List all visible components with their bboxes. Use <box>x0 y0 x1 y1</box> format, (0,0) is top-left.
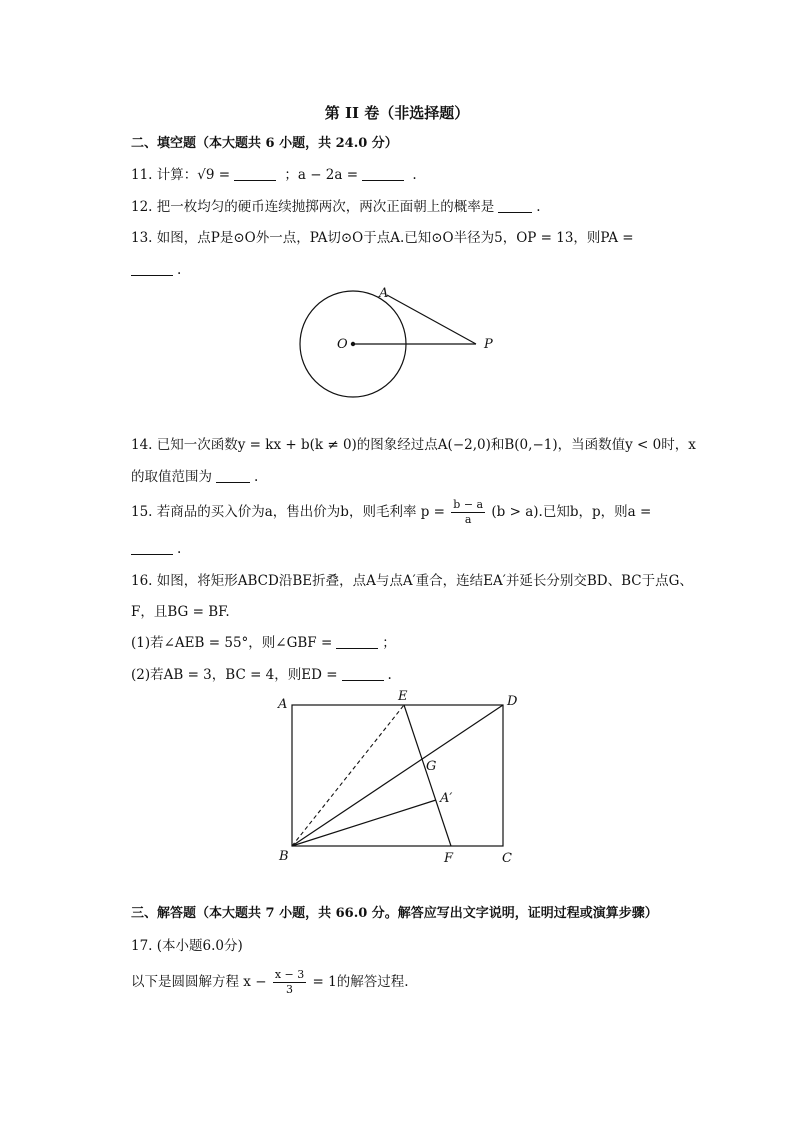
q11-prefix: 11. 计算：√9 = <box>131 167 231 183</box>
q11-mid: ；a − 2a = <box>284 167 359 183</box>
q11-end: . <box>412 167 417 183</box>
q15-blank[interactable] <box>131 542 173 555</box>
label-f: F <box>444 851 454 866</box>
q15-fraction <box>451 498 485 527</box>
question-16-part-1 <box>131 635 396 651</box>
label-a: A <box>379 286 389 301</box>
q15-end: . <box>177 541 182 557</box>
q16-sub1-end: ； <box>382 635 396 651</box>
q11-blank-2[interactable] <box>362 168 404 181</box>
q16-sub2-text: (2)若AB = 3，BC = 4，则ED = <box>131 667 338 683</box>
label-c: C <box>502 851 512 866</box>
question-16-line-2: F，且BG = BF. <box>131 604 230 620</box>
q16-sub2-end: . <box>387 667 392 683</box>
q16-blank-1[interactable] <box>336 636 378 649</box>
label-g: G <box>426 759 437 774</box>
q15-frac-num: b − a <box>453 498 484 511</box>
label-p: P <box>484 337 493 352</box>
question-16-line-1: 16. 如图，将矩形ABCD沿BE折叠，点A与点A′重合，连结EA′并延长分别交BD、BC于点G、 <box>131 573 693 589</box>
question-14-line-1: 14. 已知一次函数y = kx + b(k ≠ 0)的图象经过点A(−2,0)和B(0,−1)，当函数值y < 0时，x <box>131 437 696 453</box>
q15-frac-den: a <box>464 513 472 526</box>
question-14-line-2 <box>131 469 258 485</box>
segment-ef <box>404 705 451 846</box>
question-16-part-2 <box>131 667 392 683</box>
q17-text-b: 的解答过程. <box>336 974 409 990</box>
q12-blank[interactable] <box>498 200 532 213</box>
section-heading-solutions: 三、解答题（本大题共 7 小题，共 66.0 分。解答应写出文字说明，证明过程或演算步骤） <box>131 906 658 921</box>
question-11 <box>131 167 417 183</box>
q13-blank[interactable] <box>131 263 173 276</box>
label-b: B <box>279 849 289 864</box>
center-point-o <box>351 342 355 346</box>
q17-frac-num: x − 3 <box>274 968 305 981</box>
q17-fraction <box>273 968 306 997</box>
question-17-text <box>131 968 409 997</box>
label-o: O <box>337 337 348 352</box>
q17-frac-den: 3 <box>286 983 294 996</box>
q15-text-a: 15. 若商品的买入价为a，售出价为b，则毛利率 p = <box>131 504 445 520</box>
q12-text: 12. 把一枚均匀的硬币连续抛掷两次，两次正面朝上的概率是 <box>131 199 495 215</box>
q15-text-b: (b > a).已知b，p，则a = <box>491 504 652 520</box>
q12-end: . <box>536 199 541 215</box>
q16-rectangle-figure <box>270 688 530 868</box>
segment-ba-prime <box>292 800 436 846</box>
label-a: A <box>278 697 288 712</box>
question-13-line-1: 13. 如图，点P是⊙O外一点，PA切⊙O于点A.已知⊙O半径为5，OP = 13，则PA = <box>131 230 634 246</box>
q17-text-a: 以下是圆圆解方程 <box>131 974 239 990</box>
question-17-head: 17. (本小题6.0分) <box>131 938 243 954</box>
q11-blank-1[interactable] <box>234 168 276 181</box>
section-heading-fill-in: 二、填空题（本大题共 6 小题，共 24.0 分） <box>131 136 398 151</box>
q17-eq-left: x − <box>243 974 267 990</box>
question-15-line-1 <box>131 498 651 527</box>
diagonal-bd <box>292 705 503 846</box>
q17-eq-right: = 1 <box>312 974 337 990</box>
q14-blank[interactable] <box>216 470 250 483</box>
label-d: D <box>507 694 518 709</box>
label-a-prime: A′ <box>440 791 453 806</box>
q14-line-2-text: 的取值范围为 <box>131 469 212 485</box>
q16-sub1-text: (1)若∠AEB = 55°，则∠GBF = <box>131 635 333 651</box>
q13-end: . <box>177 262 182 278</box>
label-e: E <box>398 689 408 704</box>
q16-blank-2[interactable] <box>342 668 384 681</box>
q13-circle-figure <box>290 280 510 400</box>
question-13-line-2 <box>131 262 181 278</box>
q14-end: . <box>254 469 259 485</box>
page-title: 第 II 卷（非选择题） <box>324 104 470 122</box>
question-15-line-2 <box>131 541 181 557</box>
dashed-segment-be <box>292 705 404 846</box>
question-12 <box>131 199 541 215</box>
